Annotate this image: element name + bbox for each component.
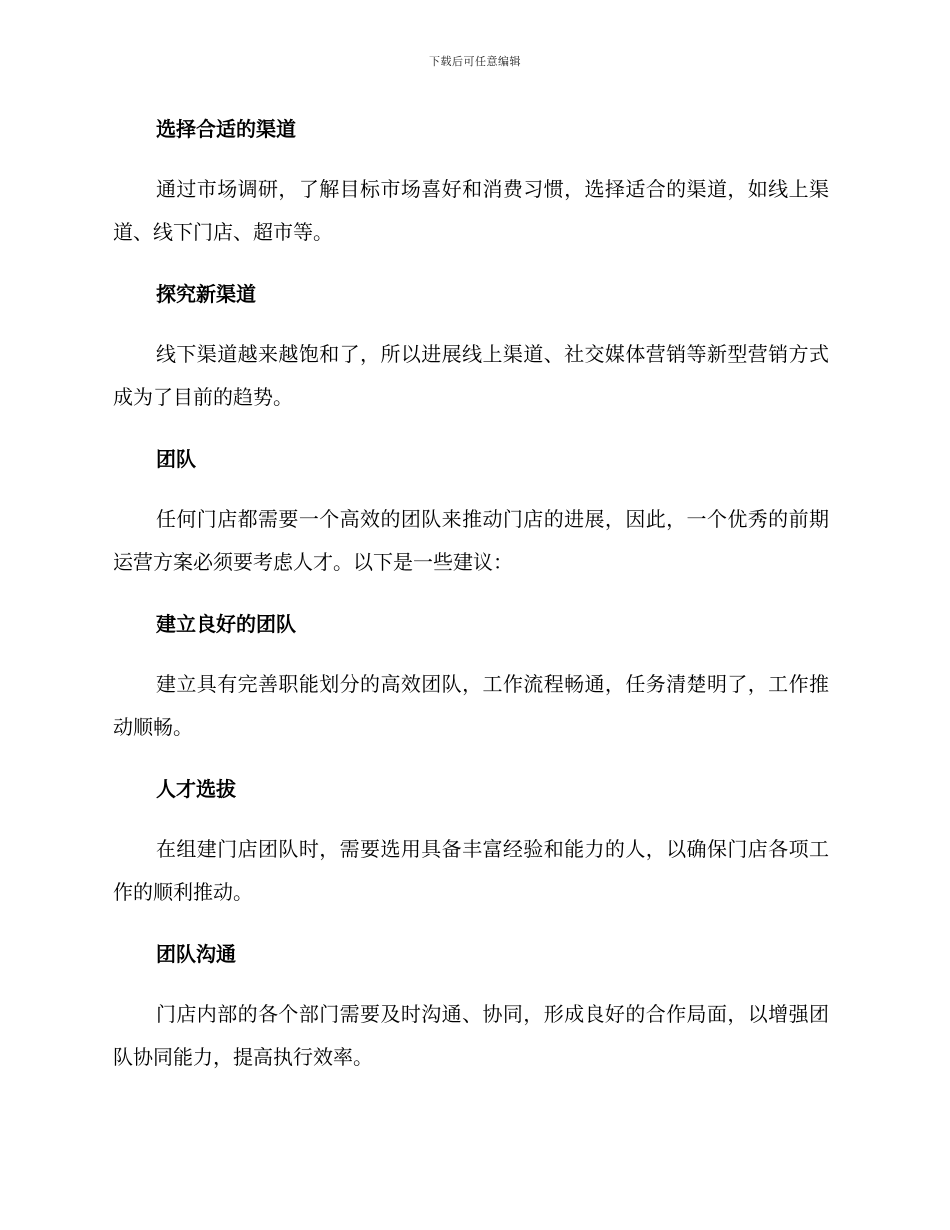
section-heading-build-team: 建立良好的团队 (156, 612, 296, 636)
section-heading-talent-selection: 人才选拔 (156, 777, 236, 801)
section-heading-new-channels: 探究新渠道 (156, 282, 256, 306)
section-paragraph-channel-selection: 通过市场调研，了解目标市场喜好和消费习惯，选择适合的渠道，如线上渠道、线下门店、超市等。 (113, 177, 829, 244)
page-header: 下载后可任意编辑 (429, 55, 521, 68)
section-heading-team-communication: 团队沟通 (156, 942, 236, 966)
section-heading-team: 团队 (156, 447, 196, 471)
section-paragraph-build-team: 建立具有完善职能划分的高效团队，工作流程畅通，任务清楚明了，工作推动顺畅。 (113, 672, 829, 739)
section-paragraph-team: 任何门店都需要一个高效的团队来推动门店的进展，因此，一个优秀的前期运营方案必须要考虑人才。以下是一些建议： (113, 507, 829, 574)
document-body (113, 113, 829, 1103)
section-paragraph-team-communication: 门店内部的各个部门需要及时沟通、协同，形成良好的合作局面，以增强团队协同能力，提高执行效率。 (113, 1002, 829, 1069)
section-paragraph-talent-selection: 在组建门店团队时，需要选用具备丰富经验和能力的人，以确保门店各项工作的顺利推动。 (113, 837, 829, 904)
section-heading-channel-selection: 选择合适的渠道 (156, 117, 296, 141)
section-paragraph-new-channels: 线下渠道越来越饱和了，所以进展线上渠道、社交媒体营销等新型营销方式成为了目前的趋势。 (113, 342, 829, 409)
